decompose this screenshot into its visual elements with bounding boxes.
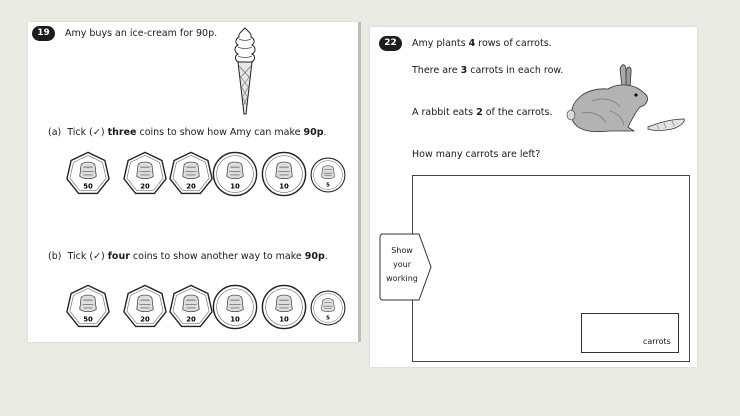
show-word: Show [391,246,413,255]
working-word: working [386,274,418,283]
line2-text: There are [412,65,461,76]
coin-value-label: 10 [230,315,240,324]
coin-value-label: 50 [83,315,93,324]
coin-10p[interactable] [261,284,307,330]
line3-text: A rabbit eats [412,107,477,118]
coin-value-label: 20 [186,315,196,324]
coin-50p-icon[interactable] [65,151,111,197]
q22-question: How many carrots are left? [412,149,541,160]
coin-10p-icon[interactable] [212,151,258,197]
line3-text-2: of the carrots. [482,107,553,118]
part-b-end: . [324,251,328,262]
coin-10p[interactable] [212,284,258,330]
question-19-page [28,22,358,342]
q19-part-a [48,127,327,138]
line2-number: 3 [460,65,468,76]
coin-10p-icon[interactable] [212,284,258,330]
q19-intro: Amy buys an ice-cream for 90p. [65,28,218,39]
question-22-page [370,27,697,367]
coin-20p[interactable] [122,284,168,330]
show-working-label [380,244,424,286]
question-number-19: 19 [32,26,55,41]
rabbit-illustration [562,61,692,141]
coin-10p-icon[interactable] [261,151,307,197]
line1-text-2: rows of carrots. [475,38,552,49]
coin-value-label: 10 [279,315,289,324]
part-b-label: (b) [48,251,62,262]
coin-20p[interactable] [122,151,168,197]
coin-5p[interactable] [310,157,346,193]
q22-line-2 [412,65,563,76]
coin-50p[interactable] [65,284,111,330]
coin-20p-icon[interactable] [168,284,214,330]
answer-input-box[interactable] [581,313,679,353]
ice-cream-illustration [230,26,260,116]
coin-5p-icon[interactable] [310,290,346,326]
question-number-22: 22 [379,36,402,51]
coin-value-label: 20 [140,315,150,324]
coin-value-label: 20 [140,182,150,191]
part-a-text: Tick (✓) [67,127,108,138]
coin-10p-icon[interactable] [261,284,307,330]
q22-line-1 [412,38,552,49]
answer-units: carrots [643,337,671,346]
coin-20p-icon[interactable] [122,284,168,330]
coin-value-label: 20 [186,182,196,191]
part-a-bold: three [107,127,137,138]
line3-number: 2 [476,107,483,118]
q19-part-b [48,251,328,262]
coin-10p[interactable] [212,151,258,197]
part-b-text: Tick (✓) [67,251,108,262]
coin-50p[interactable] [65,151,111,197]
part-a-label: (a) [48,127,62,138]
q22-line-3 [412,107,552,118]
coin-value-label: 50 [83,182,93,191]
coin-value-label: 5 [326,182,330,189]
part-a-amount: 90p [303,127,324,138]
coin-value-label: 10 [279,182,289,191]
coin-value-label: 5 [326,315,330,322]
line2-text-2: carrots in each row. [467,65,564,76]
coin-20p[interactable] [168,284,214,330]
coin-5p-icon[interactable] [310,157,346,193]
part-a-end: . [323,127,327,138]
part-a-text-2: coins to show how Amy can make [136,127,304,138]
your-word: your [393,260,411,269]
coin-20p[interactable] [168,151,214,197]
part-b-amount: 90p [304,251,325,262]
line1-number: 4 [468,38,476,49]
part-b-text-2: coins to show another way to make [129,251,305,262]
coin-20p-icon[interactable] [122,151,168,197]
coin-10p[interactable] [261,151,307,197]
part-b-bold: four [107,251,130,262]
coin-5p[interactable] [310,290,346,326]
coin-20p-icon[interactable] [168,151,214,197]
coin-value-label: 10 [230,182,240,191]
coin-50p-icon[interactable] [65,284,111,330]
line1-text: Amy plants [412,38,469,49]
